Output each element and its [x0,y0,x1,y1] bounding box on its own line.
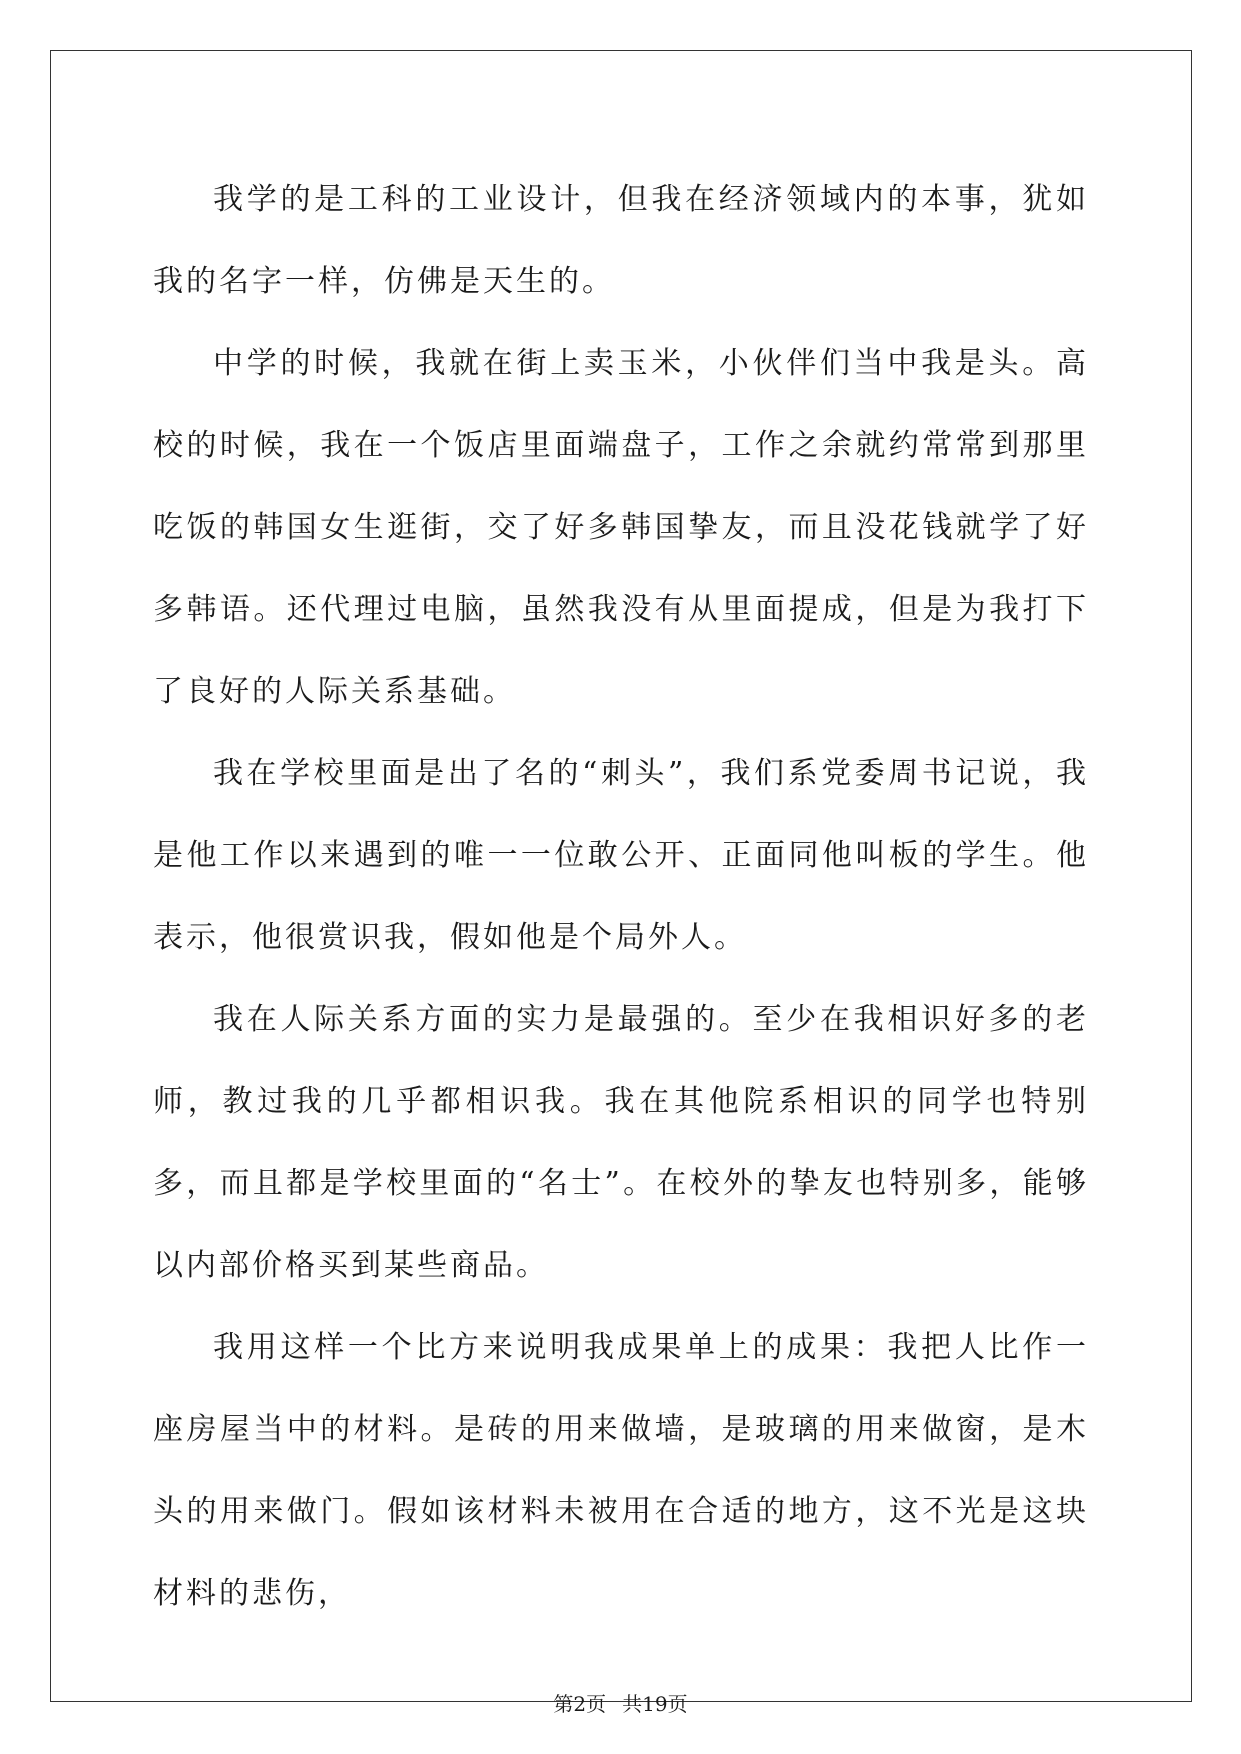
paragraph: 我用这样一个比方来说明我成果单上的成果：我把人比作一座房屋当中的材料。是砖的用来做墙，是玻璃的用来做窗，是木头的用来做门。假如该材料未被用在合适的地方，这不光是这块材料的悲伤， [153,1330,1089,1611]
document-body [153,159,1089,1635]
page-footer [0,1690,1241,1718]
page-total: 共19页 [622,1692,688,1716]
paragraph: 我在学校里面是出了名的“刺头”，我们系党委周书记说，我是他工作以来遇到的唯一一位敢公开、正面同他叫板的学生。他表示，他很赏识我，假如他是个局外人。 [153,756,1089,955]
page-number: 第2页 [553,1692,607,1716]
paragraph: 我在人际关系方面的实力是最强的。至少在我相识好多的老师，教过我的几乎都相识我。我在其他院系相识的同学也特别多，而且都是学校里面的“名士”。在校外的挚友也特别多，能够以内部价格买到某些商品。 [153,1002,1089,1283]
paragraph: 中学的时候，我就在街上卖玉米，小伙伴们当中我是头。高校的时候，我在一个饭店里面端盘子，工作之余就约常常到那里吃饭的韩国女生逛街，交了好多韩国挚友，而且没花钱就学了好多韩语。还代理过电脑，虽然我没有从里面提成，但是为我打下了良好的人际关系基础。 [153,346,1089,709]
paragraph: 我学的是工科的工业设计，但我在经济领域内的本事，犹如我的名字一样，仿佛是天生的。 [153,182,1089,299]
